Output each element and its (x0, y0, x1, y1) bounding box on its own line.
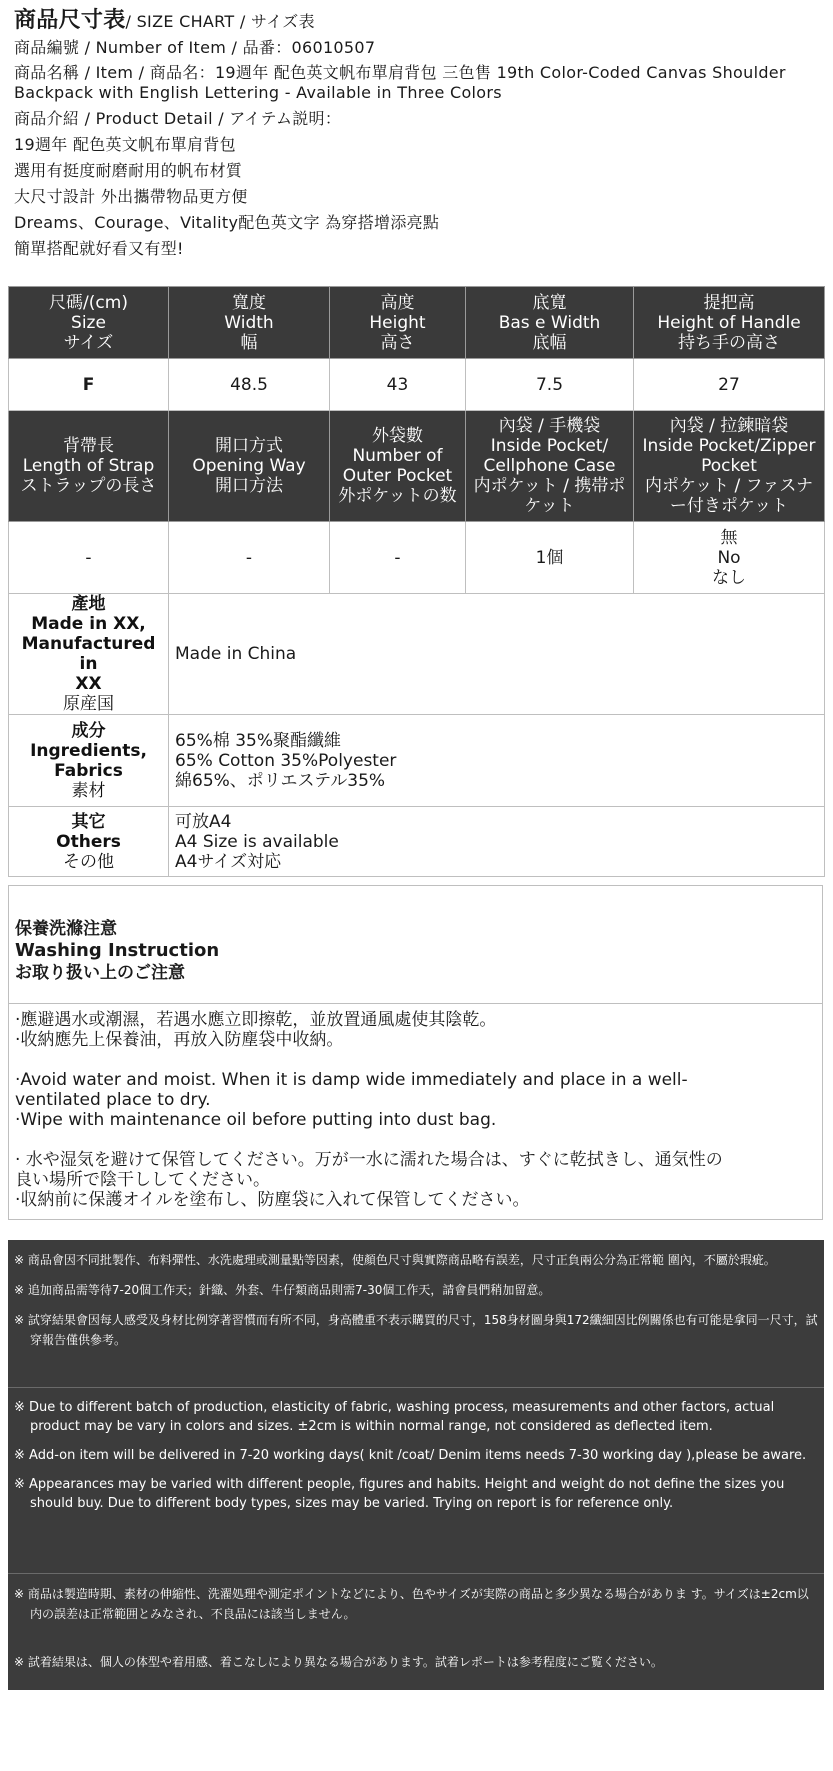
pocket-value-row (9, 522, 825, 594)
value-base-width: 7.5 (466, 359, 634, 411)
value-handle-height: 27 (634, 359, 825, 411)
fabric-value: 65%棉 35%聚酯纖維 65% Cotton 35%Polyester 綿65%、ポリエステル35% (169, 715, 825, 807)
origin-row (9, 594, 825, 715)
washing-en-line: ·Wipe with maintenance oil before putting into dust bag. (15, 1110, 497, 1130)
value-width: 48.5 (169, 359, 330, 411)
header-cellphone-pocket: 內袋 / 手機袋 Inside Pocket/ Cellphone Case 内ポケット / 携帯ポ ケット (466, 411, 634, 522)
value-zipper-pocket: 無 No なし (634, 522, 825, 594)
note-item: ※ Add-on item will be delivered in 7-20 working days( knit /coat/ Denim items needs 7-30 working day ),please be aware. (14, 1448, 807, 1463)
detail-line: 19週年 配色英文帆布單肩背包 (14, 135, 236, 154)
others-value: 可放A4 A4 Size is available A4サイズ対応 (169, 807, 825, 877)
note-item: ※ 試穿結果會因每人感受及身材比例穿著習慣而有所不同，身高體重不表示購買的尺寸，158身材圖身與172纖細因比例關係也有可能是拿同一尺寸，試穿報告僅供參考。 (14, 1313, 818, 1347)
washing-instruction-box (8, 885, 823, 1220)
header-opening-way: 開口方式 Opening Way 開口方法 (169, 411, 330, 522)
washing-body (9, 1004, 822, 1210)
fabric-row (9, 715, 825, 807)
fabric-label: 成分 Ingredients, Fabrics 素材 (9, 715, 169, 807)
detail-line: 選用有挺度耐磨耐用的帆布材質 (14, 161, 243, 180)
washing-title: 保養洗滌注意 Washing Instruction お取り扱い上のご注意 (9, 886, 822, 1004)
washing-zh-line: ·收納應先上保養油，再放入防塵袋中收納。 (15, 1030, 344, 1050)
washing-jp-line: · 水や湿気を避けて保管してください。万が一水に濡れた場合は、すぐに乾拭きし、通気性の (15, 1150, 723, 1170)
item-number: 商品編號 / Number of Item / 品番：06010507 (14, 38, 376, 57)
detail-line: 簡單搭配就好看又有型! (14, 239, 184, 258)
note-item: ※ 試着結果は、個人の体型や着用感、着こなしにより異なる場合があります。試着レポートは参考程度にご覧ください。 (14, 1655, 663, 1669)
size-chart-title (14, 8, 826, 35)
origin-label: 產地 Made in XX, Manufactured in XX 原産国 (9, 594, 169, 715)
washing-en-line: ventilated place to dry. (15, 1090, 211, 1110)
header-height: 高度 Height 高さ (330, 287, 466, 359)
notes-box (8, 1240, 824, 1690)
header-strap-length: 背帶長 Length of Strap ストラップの長さ (9, 411, 169, 522)
detail-label: 商品介紹 / Product Detail / アイテム説明： (14, 109, 342, 128)
notes-jp (8, 1574, 824, 1690)
others-label: 其它 Others その他 (9, 807, 169, 877)
title-main: 商品尺寸表 (14, 8, 126, 33)
notes-en (8, 1388, 824, 1574)
value-opening-way: - (169, 522, 330, 594)
detail-line: 大尺寸設計 外出攜帶物品更方便 (14, 187, 248, 206)
page-header (14, 8, 826, 262)
header-size: 尺碼/(cm) Size サイズ (9, 287, 169, 359)
header-handle-height: 提把高 Height of Handle 持ち手の高さ (634, 287, 825, 359)
value-cellphone-pocket: 1個 (466, 522, 634, 594)
note-item: ※ 追加商品需等待7-20個工作天；針織、外套、牛仔類商品則需7-30個工作天，請會員們稍加留意。 (14, 1283, 551, 1297)
size-header-row (9, 287, 825, 359)
washing-en-line: ·Avoid water and moist. When it is damp wide immediately and place in a well- (15, 1070, 688, 1090)
title-sub: / SIZE CHART / サイズ表 (125, 12, 315, 31)
size-value-row (9, 359, 825, 411)
origin-value: Made in China (169, 594, 825, 715)
detail-line: Dreams、Courage、Vitality配色英文字 為穿搭增添亮點 (14, 213, 440, 232)
note-item: ※ 商品會因不同批製作、布料彈性、水洗處理或測量點等因素，使顏色尺寸與實際商品略有誤差，尺寸正負兩公分為正常範 圍內，不屬於瑕疵。 (14, 1253, 776, 1267)
header-base-width: 底寬 Bas e Width 底幅 (466, 287, 634, 359)
value-size: F (9, 359, 169, 411)
value-strap-length: - (9, 522, 169, 594)
header-outer-pocket: 外袋數 Number of Outer Pocket 外ポケットの数 (330, 411, 466, 522)
note-item: ※ 商品は製造時期、素材の伸縮性、洗濯処理や測定ポイントなどにより、色やサイズが実際の商品と多少異なる場合がありま す。サイズは±2cm以内の誤差は正常範囲とみなされ、不良品には該当しません。 (14, 1587, 809, 1621)
washing-zh-line: ·應避遇水或潮濕，若遇水應立即擦乾，並放置通風處使其陰乾。 (15, 1010, 497, 1030)
info-table (8, 593, 825, 877)
note-item: ※ Due to different batch of production, elasticity of fabric, washing process, measurements and other factors, actual product may be vary in colors and sizes. ±2cm is within normal range, not considered as deflected item. (14, 1400, 775, 1434)
notes-zh (8, 1240, 824, 1388)
size-table (8, 286, 825, 594)
others-row (9, 807, 825, 877)
note-item: ※ Appearances may be varied with different people, figures and habits. Height and weight do not define the sizes you should buy. Due to different body types, sizes may be varied. Trying on report is for reference only. (14, 1477, 785, 1511)
item-name: 商品名稱 / Item / 商品名：19週年 配色英文帆布單肩背包 三色售 19th Color-Coded Canvas Shoulder Backpack with English Lettering - Available in Three Colors (14, 63, 792, 102)
header-zipper-pocket: 內袋 / 拉鍊暗袋 Inside Pocket/Zipper Pocket 内ポケット / ファスナ ー付きポケット (634, 411, 825, 522)
header-width: 寬度 Width 幅 (169, 287, 330, 359)
value-outer-pocket: - (330, 522, 466, 594)
washing-jp-line: 良い場所で陰干ししてください。 (15, 1170, 270, 1190)
value-height: 43 (330, 359, 466, 411)
pocket-header-row (9, 411, 825, 522)
washing-jp-line: ·収納前に保護オイルを塗布し、防塵袋に入れて保管してください。 (15, 1190, 530, 1210)
